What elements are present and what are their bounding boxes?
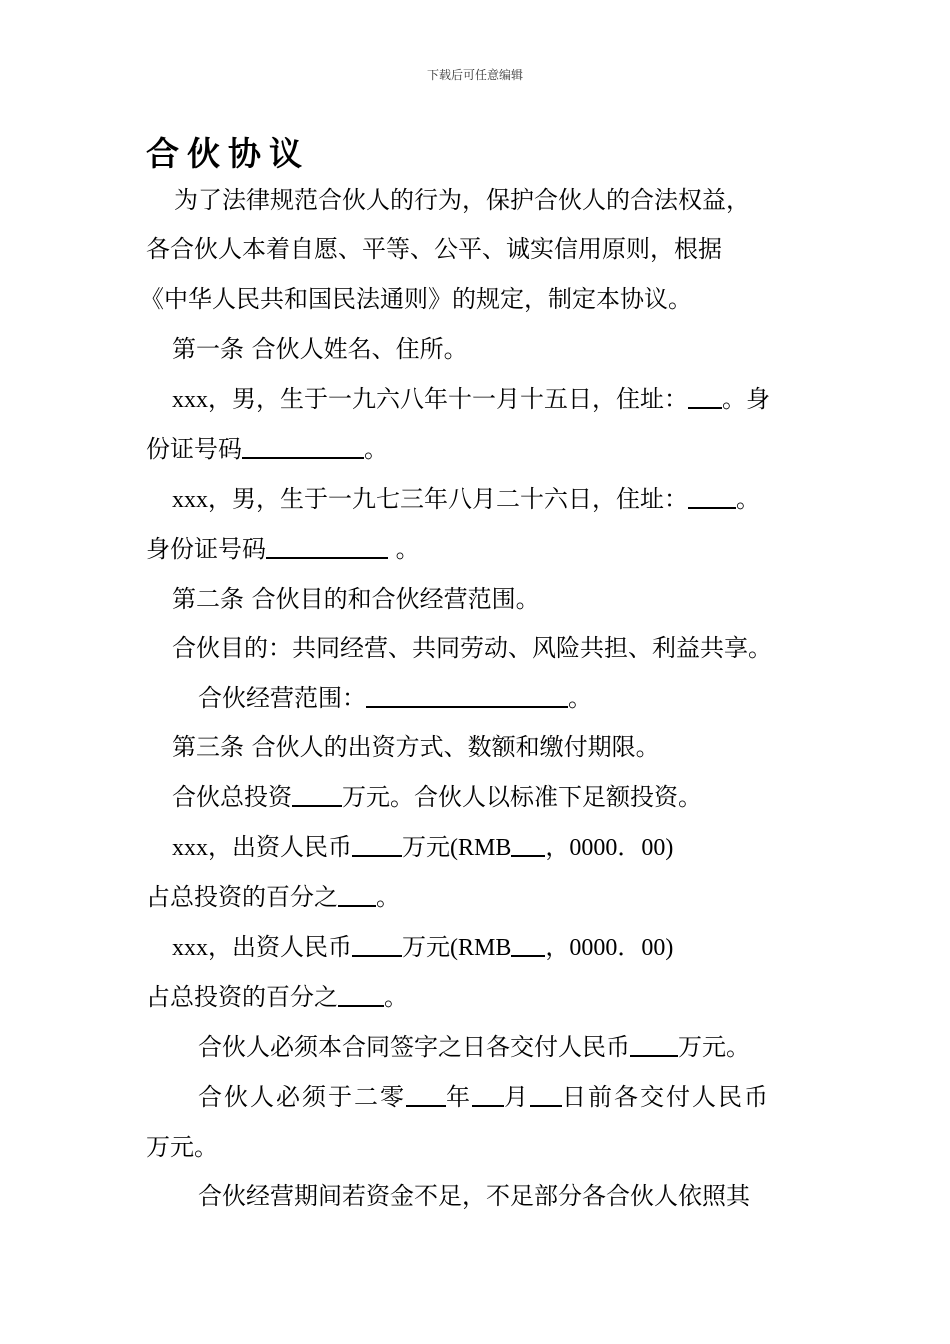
partnership-purpose: 合伙目的：共同经营、共同劳动、风险共担、利益共享。	[172, 634, 772, 662]
article-2-heading: 第二条 合伙目的和合伙经营范围。	[172, 585, 540, 613]
total-investment-text: 万元。合伙人以标准下足额投资。	[342, 783, 702, 811]
total-investment-blank	[292, 781, 342, 807]
partner-1-end: 。身	[722, 387, 770, 413]
contribution-2-rmb-blank	[511, 931, 545, 957]
contribution-1-amount-blank	[352, 831, 402, 857]
contribution-1-value: ，0000．00)	[545, 835, 674, 861]
month-blank	[472, 1081, 504, 1107]
contribution-2-label: xxx，出资人民币	[172, 935, 352, 961]
address-blank-2	[688, 483, 736, 509]
partner-1-id-line	[0, 433, 950, 465]
contribution-1-percent-end: 。	[376, 883, 400, 911]
contribution-1-percent-blank	[338, 881, 376, 907]
partner-2-end: 。	[736, 487, 760, 513]
contribution-2-line	[0, 931, 950, 964]
id-label-2: 身份证号码	[146, 535, 266, 563]
payment-deadline-text: 日前各交付人民币	[562, 1083, 770, 1111]
contribution-2-percent-end: 。	[384, 983, 408, 1011]
partner-1-info: xxx，男，生于一九六八年十一月十五日，住址：	[172, 387, 688, 413]
id-end-1: 。	[364, 435, 388, 463]
contribution-2-rmb: 万元(RMB	[402, 935, 512, 961]
business-scope-end: 。	[568, 684, 592, 712]
payment-on-signing-line	[0, 1031, 950, 1063]
preamble-line-2: 各合伙人本着自愿、平等、公平、诚实信用原则，根据	[146, 235, 722, 263]
payment-on-signing-end: 万元。	[678, 1033, 750, 1061]
contribution-2-amount-blank	[352, 931, 402, 957]
id-blank-1	[242, 433, 364, 459]
id-end-2: 。	[388, 535, 420, 563]
contribution-2-percent-label: 占总投资的百分之	[146, 983, 338, 1011]
contribution-1-rmb-blank	[511, 831, 545, 857]
contribution-2-percent-blank	[338, 981, 384, 1007]
payment-deadline-end: 万元。	[146, 1133, 218, 1161]
preamble-line-1: 为了法律规范合伙人的行为，保护合伙人的合法权益，	[174, 186, 750, 214]
preamble-line-3: 《中华人民共和国民法通则》的规定，制定本协议。	[140, 285, 692, 313]
id-label-1: 份证号码	[146, 435, 242, 463]
article-3-heading: 第三条 合伙人的出资方式、数额和缴付期限。	[172, 733, 660, 761]
payment-deadline-line	[0, 1081, 950, 1113]
total-investment-label: 合伙总投资	[172, 783, 292, 811]
contribution-1-percent-line	[0, 881, 950, 913]
partner-2-id-line	[0, 533, 950, 565]
year-blank	[406, 1081, 446, 1107]
total-investment-line	[0, 781, 950, 813]
payment-deadline-label: 合伙人必须于二零	[198, 1083, 406, 1111]
business-scope-blank	[366, 682, 568, 708]
funding-shortfall-line: 合伙经营期间若资金不足，不足部分各合伙人依照其	[198, 1182, 750, 1210]
contribution-1-percent-label: 占总投资的百分之	[146, 883, 338, 911]
address-blank-1	[688, 383, 722, 409]
year-label: 年	[446, 1083, 472, 1111]
business-scope-line	[0, 682, 950, 714]
payment-on-signing-label: 合伙人必须本合同签字之日各交付人民币	[198, 1033, 630, 1061]
partner-1-line	[0, 383, 950, 416]
document-title: 合伙协议	[146, 134, 310, 173]
partner-2-line	[0, 483, 950, 516]
page-header: 下载后可任意编辑	[426, 68, 523, 82]
id-blank-2	[266, 533, 388, 559]
article-1-heading: 第一条 合伙人姓名、住所。	[172, 335, 468, 363]
contribution-1-rmb: 万元(RMB	[402, 835, 512, 861]
payment-on-signing-blank	[630, 1031, 678, 1057]
contribution-2-value: ，0000．00)	[545, 935, 674, 961]
contribution-1-label: xxx，出资人民币	[172, 835, 352, 861]
month-label: 月	[504, 1083, 530, 1111]
day-blank	[530, 1081, 562, 1107]
partner-2-info: xxx，男，生于一九七三年八月二十六日，住址：	[172, 487, 688, 513]
contribution-1-line	[0, 831, 950, 864]
business-scope-label: 合伙经营范围：	[198, 684, 366, 712]
contribution-2-percent-line	[0, 981, 950, 1013]
